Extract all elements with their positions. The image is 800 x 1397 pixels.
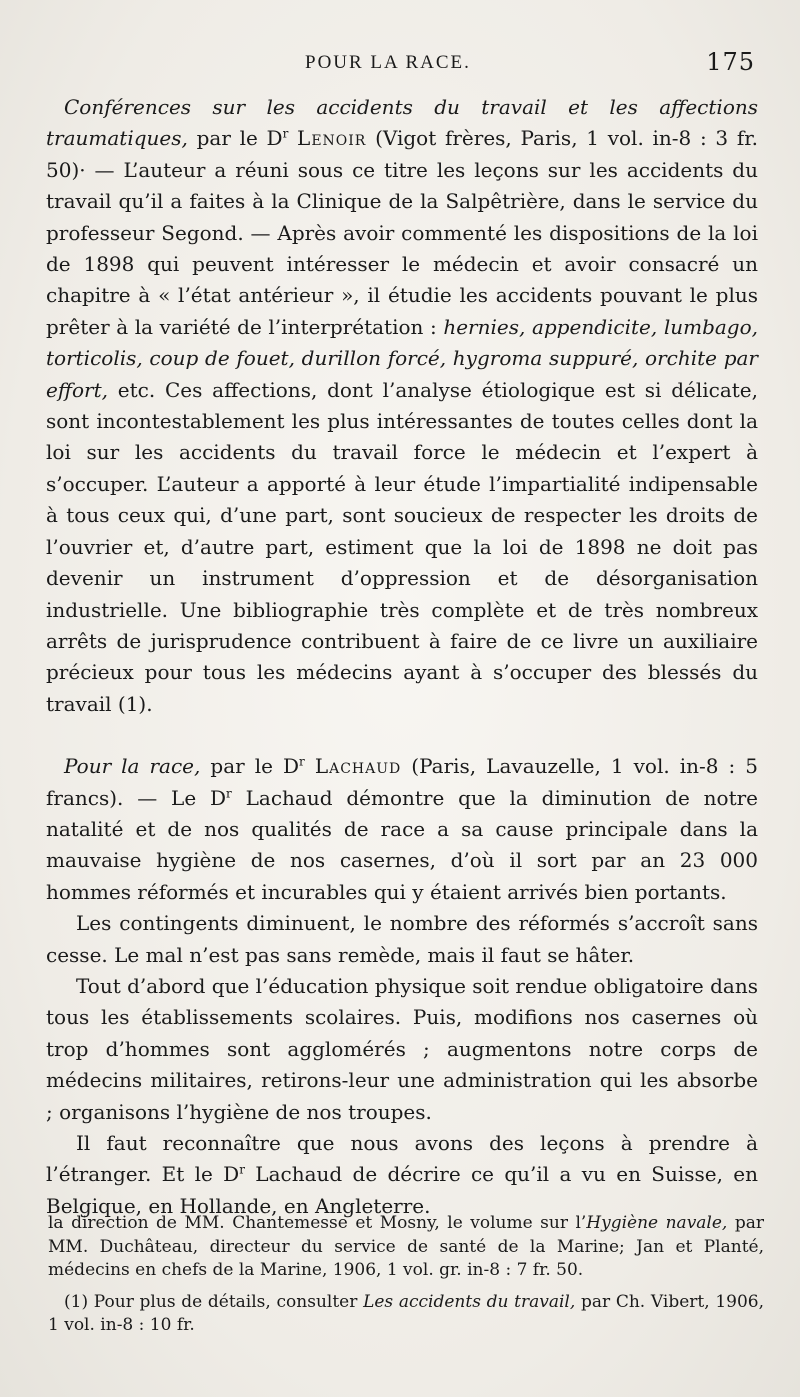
review-lachaud-para-4-a: Il faut reconnaître que nous avons des leçons à prendre à l’étranger. Et le D: [46, 1131, 758, 1187]
review-lenoir-text-b: etc. Ces affections, dont l’analyse étiologique est si délicate, sont incontestablement les plus intéressantes de toutes celles dont la loi sur les accidents du travail force le médecin et l’expert à s’occuper. L’auteur a apporté à leur étude l’impartialité indipensable à tous ceux qui, d’une part, sont soucieux de respecter les droits de l’ouvrier et, d’autre part, estiment que la loi de 1898 ne doit pas devenir un instrument d’oppression et de désorganisation industrielle. Une bibliographie très complète et de très nombreux arrêts de jurisprudence contribuent à faire de ce livre un auxiliaire précieux pour tous les médecins ayant à s’occuper des blessés du travail (1).: [46, 377, 759, 716]
review-lachaud-publication-a: (Paris, Lavauzelle, 1 vol. in-8 : 5 francs). — Le D: [46, 754, 759, 810]
review-lachaud-para-4: [46, 1128, 758, 1222]
footnote-continued-italic: Hygiène navale,: [586, 1213, 728, 1233]
section-gap: [46, 720, 758, 751]
footnote-1-a: (1) Pour plus de détails, consulter: [64, 1291, 358, 1312]
review-lachaud-author-name: Lachaud: [314, 754, 402, 779]
footnote-1: [48, 1291, 764, 1338]
footnotes: [48, 1212, 764, 1338]
review-lenoir-italic-list: hernies, appendicite, lumbago, torticolis, coup de fouet, durillon forcé, hygroma suppuré, orchite par effort,: [46, 314, 758, 402]
footnote-continued-b: par MM. Duchâteau, directeur du service de santé de la Marine; Jan et Planté, médecins en chefs de la Marine, 1906, 1 vol. gr. in-8 : 7 fr. 50.: [48, 1213, 764, 1281]
review-lenoir: [46, 92, 758, 720]
review-lachaud-publication-sup: r: [226, 785, 232, 800]
review-lachaud-para-2: Les contingents diminuent, le nombre des réformés s’accroît sans cesse. Le mal n’est pas sans remède, mais il faut se hâter.: [46, 911, 758, 967]
review-lenoir-publication: (Vigot frères, Paris, 1 vol. in-8 : 3 fr. 50)·: [46, 126, 758, 182]
review-lachaud-author-prefix: par le D: [210, 754, 300, 779]
review-lachaud-para-4-sup: r: [239, 1162, 245, 1177]
footnote-1-b: par Ch. Vibert, 1906, 1 vol. in-8 : 10 fr.: [48, 1291, 765, 1336]
page-number: 175: [706, 48, 755, 76]
review-lachaud-text-a: Lachaud démontre que la diminution de notre natalité et de nos qualités de race a sa cause principale dans la mauvaise hygiène de nos casernes, d’où il sort par an 23 000 hommes réformés et incurables qui y étaient arrivés bien portants.: [46, 785, 759, 904]
running-title: POUR LA RACE.: [305, 52, 471, 73]
footnote-continued-a: la direction de MM. Chantemesse et Mosny, le volume sur l’: [48, 1213, 587, 1233]
review-lachaud-title: Pour la race,: [64, 754, 201, 779]
review-lachaud-author-sup: r: [299, 754, 305, 769]
review-lachaud: [46, 751, 758, 908]
review-lachaud-para-3: Tout d’abord que l’éducation physique soit rendue obligatoire dans tous les établissements scolaires. Puis, modifions nos casernes où trop d’hommes sont agglomérés ; augmentons notre corps de médecins militaires, retirons-leur une administration qui les absorbe ; organisons l’hygiène de nos troupes.: [46, 973, 758, 1124]
review-lenoir-title: Conférences sur les accidents du travail et les affections traumatiques,: [46, 95, 758, 151]
review-lenoir-author-prefix: par le D: [196, 126, 283, 151]
review-lenoir-text-a: — L’auteur a réuni sous ce titre les leçons sur les accidents du travail qu’il a faites à la Clinique de la Salpêtrière, dans le service du professeur Segond. — Après avoir commenté les dispositions de la loi de 1898 qui peuvent intéresser le médecin et avoir consacré un chapitre à « l’état antérieur », il étudie les accidents pouvant le plus prêter à la variété de l’interprétation :: [46, 157, 758, 339]
footnote-continued: [48, 1212, 764, 1283]
page-header: [0, 48, 800, 80]
review-lenoir-author-name: Lenoir: [297, 126, 367, 151]
footnote-1-italic: Les accidents du travail,: [363, 1291, 576, 1312]
review-lachaud-para-4-b: Lachaud de décrire ce qu’il a vu en Suisse, en Belgique, en Hollande, en Angleterre.: [46, 1162, 759, 1218]
body-text: [46, 92, 758, 1222]
review-lenoir-author-sup: r: [282, 126, 289, 141]
